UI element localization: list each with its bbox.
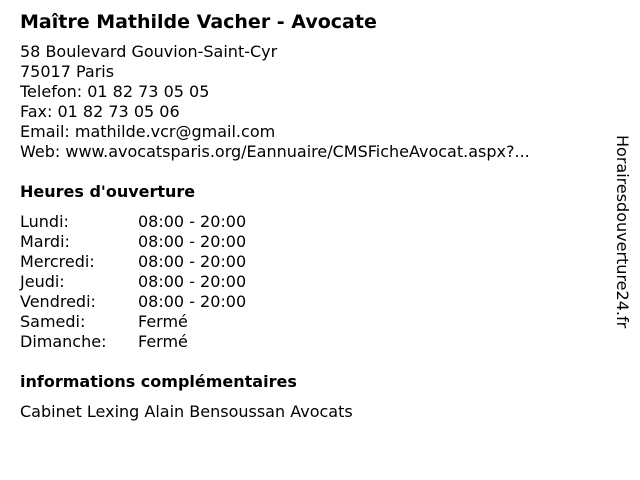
day-hours: Fermé	[138, 312, 188, 331]
opening-hours-heading: Heures d'ouverture	[20, 182, 196, 201]
web-line: Web: www.avocatsparis.org/Eannuaire/CMSFicheAvocat.aspx?...	[20, 142, 530, 161]
day-label: Mardi:	[20, 232, 70, 251]
hours-row-friday	[20, 292, 610, 312]
hours-row-thursday	[20, 272, 610, 292]
day-hours: Fermé	[138, 332, 188, 351]
day-label: Vendredi:	[20, 292, 96, 311]
contact-block	[20, 42, 610, 162]
additional-info-heading: informations complémentaires	[20, 372, 297, 391]
hours-row-wednesday	[20, 252, 610, 272]
phone-line: Telefon: 01 82 73 05 05	[20, 82, 210, 101]
hours-row-saturday	[20, 312, 610, 332]
day-label: Samedi:	[20, 312, 86, 331]
additional-info-text: Cabinet Lexing Alain Bensoussan Avocats	[20, 402, 353, 421]
day-label: Mercredi:	[20, 252, 95, 271]
fax-line: Fax: 01 82 73 05 06	[20, 102, 180, 121]
lawyer-details-panel	[20, 10, 610, 422]
day-label: Lundi:	[20, 212, 69, 231]
email-line: Email: mathilde.vcr@gmail.com	[20, 122, 276, 141]
day-hours: 08:00 - 20:00	[138, 252, 247, 271]
address-line-2: 75017 Paris	[20, 62, 115, 81]
hours-row-sunday	[20, 332, 610, 352]
hours-row-monday	[20, 212, 610, 232]
day-hours: 08:00 - 20:00	[138, 292, 247, 311]
address-line-1: 58 Boulevard Gouvion-Saint-Cyr	[20, 42, 278, 61]
day-label: Jeudi:	[20, 272, 65, 291]
lawyer-name-title: Maître Mathilde Vacher - Avocate	[20, 11, 377, 33]
opening-hours-table	[20, 212, 610, 352]
day-label: Dimanche:	[20, 332, 107, 351]
day-hours: 08:00 - 20:00	[138, 272, 247, 291]
site-watermark: Horairesdouverture24.fr	[613, 135, 632, 329]
hours-row-tuesday	[20, 232, 610, 252]
day-hours: 08:00 - 20:00	[138, 232, 247, 251]
day-hours: 08:00 - 20:00	[138, 212, 247, 231]
